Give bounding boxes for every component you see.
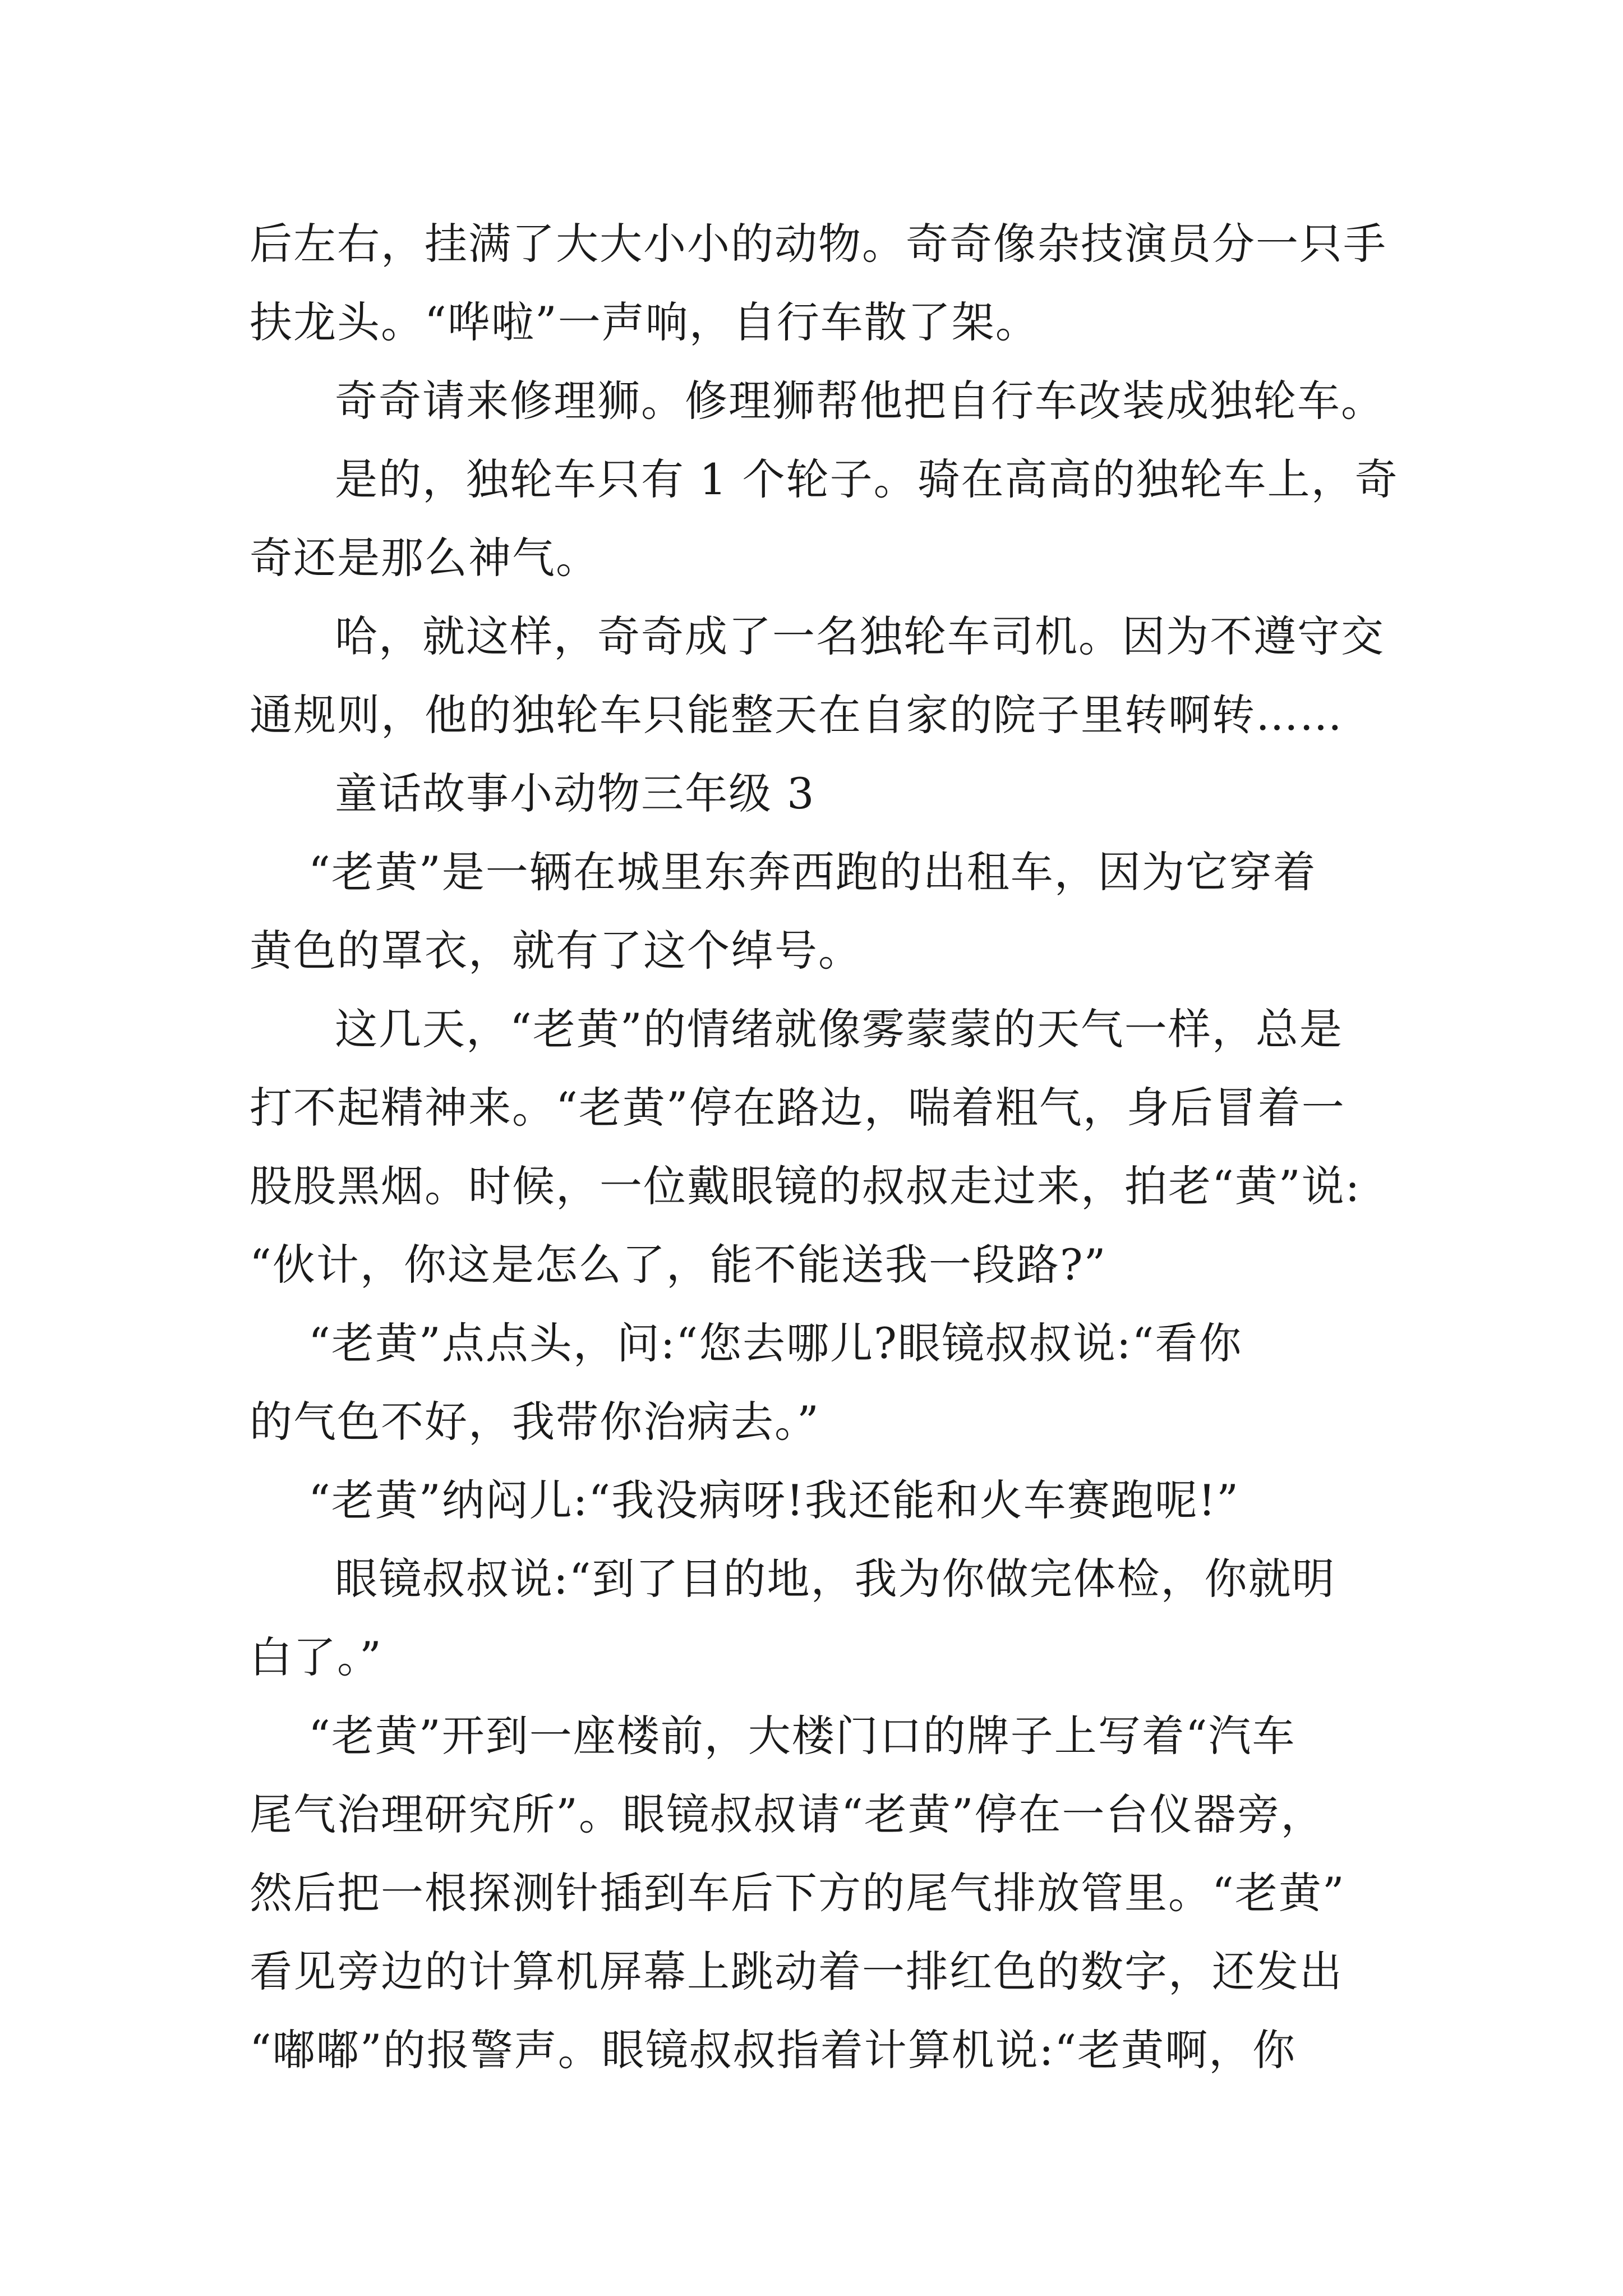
text-line: 尾气治理研究所”。眼镜叔叔请“老黄”停在一台仪器旁， xyxy=(250,1789,1325,1839)
paragraph-start: 哈，就这样，奇奇成了一名独轮车司机。因为不遵守交 xyxy=(335,611,1385,661)
text-line: “嘟嘟”的报警声。眼镜叔叔指着计算机说:“老黄啊，你 xyxy=(250,2025,1297,2075)
paragraph-start: 奇奇请来修理狮。修理狮帮他把自行车改装成独轮车。 xyxy=(335,376,1385,426)
paragraph-start: “老黄”是一辆在城里东奔西跑的出租车，因为它穿着 xyxy=(308,847,1317,897)
text-line: 通规则，他的独轮车只能整天在自家的院子里转啊转…… xyxy=(250,690,1343,740)
text-line: 奇还是那么神气。 xyxy=(250,533,600,583)
paragraph-start: “老黄”点点头，问:“您去哪儿?眼镜叔叔说:“看你 xyxy=(308,1318,1243,1368)
document-body xyxy=(250,205,1399,2090)
paragraph-start: “老黄”纳闷儿:“我没病呀!我还能和火车赛跑呢!” xyxy=(308,1475,1240,1525)
paragraph-start: 是的，独轮车只有 1 个轮子。骑在高高的独轮车上，奇 xyxy=(335,454,1399,504)
text-line: 打不起精神来。“老黄”停在路边，喘着粗气，身后冒着一 xyxy=(250,1083,1345,1133)
paragraph-start: 眼镜叔叔说:“到了目的地，我为你做完体检，你就明 xyxy=(335,1554,1336,1604)
paragraph-start: 这几天，“老黄”的情绪就像雾蒙蒙的天气一样，总是 xyxy=(335,1004,1343,1054)
text-line: 后左右，挂满了大大小小的动物。奇奇像杂技演员分一只手 xyxy=(250,219,1387,269)
text-line: 的气色不好，我带你治病去。” xyxy=(250,1397,820,1447)
text-line: 看见旁边的计算机屏幕上跳动着一排红色的数字，还发出 xyxy=(250,1947,1343,1996)
text-line: 黄色的罩衣，就有了这个绰号。 xyxy=(250,926,862,976)
section-heading: 童话故事小动物三年级 3 xyxy=(335,769,815,818)
text-line: 然后把一根探测针插到车后下方的尾气排放管里。“老黄” xyxy=(250,1868,1345,1918)
text-line: 白了。” xyxy=(250,1632,382,1682)
text-line: “伙计，你这是怎么了，能不能送我一段路?” xyxy=(250,1240,1107,1290)
text-line: 扶龙头。“哗啦”一声响，自行车散了架。 xyxy=(250,297,1039,347)
paragraph-start: “老黄”开到一座楼前，大楼门口的牌子上写着“汽车 xyxy=(308,1711,1296,1761)
text-line: 股股黑烟。时候，一位戴眼镜的叔叔走过来，拍老“黄”说: xyxy=(250,1161,1361,1211)
